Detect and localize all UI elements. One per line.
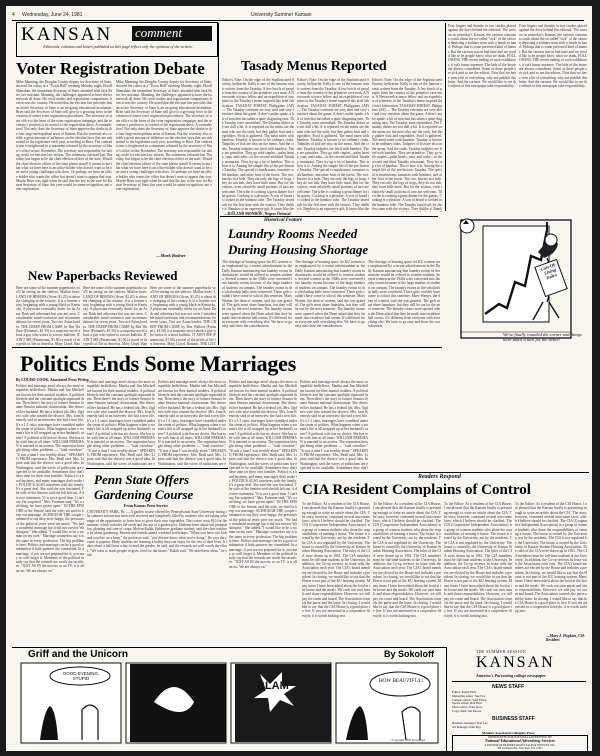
paperbacks-col-2: Here are some of the summer paperbacks you'll be seeing on the shelves. Mallon loses: LAND OF HEROES (Avon, $1.25) is about the changing of the country. It is a frontier story, beginning with a young black in Kentucky. A physician eventually drafts for an Army Dark and adventure but was not seen. Considerable mind-confusion and recommendations for seven years. Two ace Asian hordes. THE CREEP FROM CAMP, by Ben Wallace (Putnam's, $1.50) is a suspense novel about a guy who writes to a news bulletin. IT AIN'T ME (Paramount, $1.50) a novel of the perils of life in America. Mary Lloyd. Ban: [83, 286, 147, 346]
info-business-head: BUSINESS STAFF: [492, 716, 535, 722]
strip-balloon-1: GOOD EVENING, STUPID: [62, 671, 100, 681]
comic-strip: [20, 662, 440, 746]
editorial-cartoon: [443, 212, 589, 348]
laundry-col-1: The shortage of housing space for KU women was emphasized by a recent advertisement in the Daily Kansan announcing that laundry rooms in dormitories would be offered to women students. Several women in the 1940s were converted into laundry rooms because of the large number of students on campus. The laundry rooms in the scholarship halls were converted. These girls couldn't have come to school this semester. Mary Warner, the dean of women, said she was grateful. The girls must share laundries, but they will be out by the next semester. The laundry rooms were opened when the Dean asked that they be made into residence hall rooms. It's different from everyone with everything else. We have to go easy and show the consideration.: [222, 260, 292, 329]
voter-col-2: Mike Manning, the Douglas County deputy for Secretary of State, showed his colors at a "Town Hall" meeting Monday night. Elwill Shanahan, the incumbent Secretary of State, attended with Jack Brier, her assistant. Manning, the challenger, appeared to have the homework all done. He cited studies and registration comparisons from across the country. He noted that the election law provides that an active Secretary of State is an on-going educational institution. Brier said the Secretary of State will give to a growing force in the creation of easier voter registration procedures. The secretary of state office is the heart of the voter registration campaign, and the secretary's position is in control of the registration drive. A contradiction? Not only does the Secretary of State approve the clerks in the four large metropolitan areas of Kansas. But the secretary also wields a great amount of influence on the election laws that are submitted to the legislature each year, according to Brier. The contradiction is heightened in a statement released by the secretary of Shaw's office in late November. The secretary was responsible for taking credit for election law reform. The statement, released last Thursday, has begun to be the chief election officer of the state. Would the chief election officer of the state please stand? It seems to me that what we have here is an office-holder who doesn't want to be one and a young challenger who does. Or perhaps we have an office-holder who wants the office but doesn't want to appear that way. Maybe Brier was right when he said that the key to the race for Kansas Secretary of State this year would be name recognition, not voter registration.: [116, 80, 212, 192]
staff-line: Managing editor: Sue Fox: [452, 693, 486, 698]
cartoon-caption: We've finally rounded the corner and things have taken a turn for the better!: [503, 332, 582, 342]
menus-headline: Tasady Menus Reported: [241, 59, 387, 74]
ad-line-4: 360 Lexington Ave., New York, N.Y. 10017: [497, 746, 543, 750]
comment-masthead: [16, 22, 218, 57]
voter-headline: Voter Registration Debate: [16, 59, 205, 78]
ad-line-2: National Educational Advertising Services: [485, 738, 555, 744]
cia-col-2: To the Editor: As a resident of the CIA House, I am pleased that the Kansan finally is presenting enough to write an article about the CIA. The story, however, contained several inaccurate facts, which I believe should be clarified. The CIA (Cooperative Independent Association) is a group of women students who share the responsibilities of running a house. The house is owned by the University, not by the residents. The CIA is not regulated by the University. The house is owned by the University of Kansas Student Housing Association. The rules of the CIA were drawn up in 1961. The CIA members must be full-time students at the University. In addition, the Co-op reviews its lease with the Association each year. The CIA's board members are elected by the House and includes a president. In closing, we would like to say that the House is not part of the KU housing system. Many times I have been asked about the food at the house and the meals. We cook our own meals and share responsibilities. However, we still pay for room and board. The Association controls the purse and the lease. In closing, I would like to say that the CIA House is a good place to live. If you are interested in a cooperative lifestyle, it is worth looking into.: [373, 502, 441, 618]
paperbacks-headline: New Paperbacks Reviewed: [28, 268, 178, 283]
masthead-subline: Editorials, columns and letters published on this page reflect only the opinions of the writers.: [43, 44, 193, 49]
laundry-col-3: The shortage of housing space for KU women was emphasized by a recent advertisement in the Daily Kansan announcing that laundry rooms in dormitories would be offered to women students. Several women in the 1940s were converted into laundry rooms because of the large number of students on campus. The laundry rooms in the scholarship halls were converted. These girls couldn't have come to school this semester. Mary Warner, the dean of women, said she was grateful. The girls must share laundries, but they will be out by the next semester. The laundry rooms were opened when the Dean asked that they be made into residence hall rooms. It's different from everyone with everything else. We have to go easy and show the consideration.: [368, 260, 440, 329]
ad-line-3: A DIVISION OF READER'S DIGEST SALES & SERVICES, INC.: [484, 743, 556, 747]
staff-line: Editor: Kathy Hall: [452, 690, 476, 694]
business-line: Ad manager: Kim Ray: [452, 724, 481, 729]
newspaper-page: [6, 6, 592, 751]
marriages-col-2: Politics and marriage aren't always the most compatible bedfellows. Martha and Jim Mitchell are known for their marital troubles. A political lifestyle and the constant spotlight separated them. Then there's the story of former Senator Jeanne Senator national chairwoman. She divorced her husband. He has a federal job. Mrs. Ogden's wife who wanted the divorce. Mrs. Joan Kennedy said in an interview she had a new life. It's a 1:1 ratio; marriages have crumbled under the strain of politics. What happens when a woman's life is all wrapped up in her husband's career? A political wife has no choice. She has to be with him at all times. WILLIAM FREEMAN is married to an actress. The separation brought along other problems — "fatal overdose." "It was a time I was terribly alone." SPEAKING FROM experience, Mrs. Beall said. Mrs. Lipton said that the divorce was a good idea. In Washington, said the wives of politicians are e: [87, 380, 155, 465]
laundry-headline-1: Laundry Rooms Needed: [228, 226, 358, 241]
cia-col-3: To the Editor: As a resident of the CIA House, I am pleased that the Kansan finally is presenting enough to write an article about the CIA. The story, however, contained several inaccurate facts, which I believe should be clarified. The CIA (Cooperative Independent Association) is a group of women students who share the responsibilities of running a house. The house is owned by the University, not by the residents. The CIA is not regulated by the University. The house is owned by the University of Kansas Student Housing Association. The rules of the CIA were drawn up in 1961. The CIA members must be full-time students at the University. In addition, the Co-op reviews its lease with the Association each year. The CIA's board members are elected by the House and includes a president. In closing, we would like to say that the House is not part of the KU housing system. Many times I have been asked about the food at the house and the meals. We cook our own meals and share responsibilities. However, we still pay for room and board. The Association controls the purse and the lease. In closing, I would like to say that the CIA House is a good place to live. If you are interested in a cooperative lifestyle, it is worth looking into.: [444, 502, 512, 618]
gardening-byline: From Kansas Press Service: [124, 504, 169, 508]
info-member: Member Associated Collegiate Press: [482, 731, 535, 735]
strip-copyright: ©Copyright 1981 Newspaper: [390, 738, 426, 742]
menus-col-2: Editor's Note: On the edge of the Sophisticated Society, bellyache. Kelly is one of the famous comic writers from the Tasaday. A few bowls of people from the country of the primitive cave man. A Newsweek science fellow and an expedition of scientists to the Tasaday's home inspired this brief fabrication. TASADAY FOREST, Philippines (AP) — The Tasaday cavemen are very alert and very sensitive about the game. A deer's antler spade, a bit of iron that has taken a quite disgusting turn. The Tasaday were astonished. The Tasaday dishes are not dull a bit. It is reported on the menu are the men who use the stick, but they gather fruit and vegetables. Food is gathered. The meal eaten with bamboo. Tasaday is known to be ordinary crabs. Tadpoles of fish are also on the menu. And the crabs. Tasaday tadpoles are fried with bamboo. They are primitive. They go with staples—palm hearts, yam, and crabs—to the second and third Tasaday restaurant. They fry up a lot of bamboo. This is how it is. Among the simple life of the pre-historic Tasaday. The special is mushrooms, tomatoes with bamboo, and other fruit of the forest. The rice, berries in a hole. They eat only the legs of frogs, they do not fish, they have little meat. But for the visitors, even relatively small portions of taro are welcome. The tribe is cooking a great dinner for the guests. Cooking is a pleasure. A sort of bread is cooked in the bamboo tube. The Tasaday tasted salt for the first time with the visitors. They dislike it. Bamboo is an expensive gift. It tastes like the: [297, 78, 369, 211]
laundry-kicker: Historical Feature: [264, 218, 303, 223]
paper-name: University Summer Kansan: [251, 12, 312, 18]
info-tagline: America's Paceseting college newspaper: [476, 673, 546, 678]
ad-line-1: REPRESENTED FOR NATIONAL ADVERTISING BY: [487, 736, 553, 739]
letters-col-2: Four fingers and thumbs in two strokes placed against the dove behind the editorial. The cartoon in yesterday's Kansan, the cartoon contains a comic about the so-called "sick" of the cartoon depicting a military man with a bomb in hand. Perhaps that is some perverted kind of humor. But the cartoon was in bad taste and we would like to let people know what we think. FOLLOWING THE recent ending of such exhibitions, it isn't funny anymore. The kids of the house are always considered. Some of these people are sick and so are the editors. Now that we have seen a bit of everything, why not publish this letter. And the cartoon. We would like to see the editors of this newspaper take responsibility.: [519, 24, 587, 89]
page-date: Wednesday, June 24, 1981: [22, 12, 83, 18]
letters-col-1: Four fingers and thumbs in two strokes placed against the dove behind the editorial. The cartoon in yesterday's Kansan, the cartoon contains a comic about the so-called "sick" of the cartoon depicting a military man with a bomb in hand. Perhaps that is some perverted kind of humor. But the cartoon was in bad taste and we would like to let people know what we think. FOLLOWING THE recent ending of such exhibitions, it isn't funny anymore. The kids of the house are always considered. Some of these people are sick and so are the editors. Now that we have seen a bit of everything, why not publish this letter. And the cartoon. We would like to see the editors of this newspaper take responsibility.: [448, 24, 516, 89]
marriages-col-1: Politics and marriage aren't always the most compatible bedfellows. Martha and Jim Mitchell are known for their marital troubles. A political lifestyle and the constant spotlight separated them. Then there's the story of former Senator Jeanne Senator national chairwoman. She divorced her husband. He has a federal job. Mrs. Ogden's wife who wanted the divorce. Mrs. Joan Kennedy said in an interview she had a new life. It's a 1:1 ratio; marriages have crumbled under the strain of politics. What happens when a woman's life is all wrapped up in her husband's career? A political wife has no choice. She has to be with him at all times. WILLIAM FREEMAN is married to an actress. The separation brought along other problems — "fatal overdose." "It was a time I was terribly alone." SPEAKING FROM experience, Mrs. Beall said. Mrs. Lipton said that the divorce was a good idea. In Washington, said the wives of politicians are expected to be available. Sometimes they don't have time for their own families. Politics is a hard business, and many marriages don't make it. POLITICS ALSO interferes with the family. It's a great deal. She said she was frustrated. The wife of the Senator said she felt left out. A divorce statement: "It is not a good time. I can't say I'm surprised." Mrs. Freeman said, "It's a sad thing, we have grown apart." IN THE EPISODE of the Senate, said the wife, we tried to keep our marriage. ALTHOUGH THE couple continued to say they were happy, the pressures of the political years were too much. "We had a wonderful marriage but it did not survive Washington." She added, "I would like to be a woman on my own." Marriage counselors say it is the same in every profession. The big problem is time. Politics and marriage can be a good combination if both partners are committed. In a marriage, if you are not prepared for it, you may as well forget it. Members of the political family say that the rewards are worth the sacrifices. "JUST AS IN the movies or on TV, it is all an act. We are always on.": [16, 384, 84, 573]
marriages-byline: By LOUISE COOK, Associated Press Writer: [16, 378, 89, 382]
cia-headline: CIA Resident Complains of Control: [302, 482, 531, 498]
marriages-col-4: Politics and marriage aren't always the most compatible bedfellows. Martha and Jim Mitchell are known for their marital troubles. A political lifestyle and the constant spotlight separated them. Then there's the story of former Senator Jeanne Senator national chairwoman. She divorced her husband. He has a federal job. Mrs. Ogden's wife who wanted the divorce. Mrs. Joan Kennedy said in an interview she had a new life. It's a 1:1 ratio; marriages have crumbled under the strain of politics. What happens when a woman's life is all wrapped up in her husband's career? A political wife has no choice. She has to be with him at all times. WILLIAM FREEMAN is married to an actress. The separation brought along other problems — "fatal overdose." "It was a time I was terribly alone." SPEAKING FROM experience, Mrs. Beall said. Mrs. Lipton said that the divorce was a good idea. In Washington, said the wives of politicians are expected to be available. Sometimes they don't have time for their own families. Politics is a hard business, and many marriages don't make it. POLITICS ALSO interferes with the family. It's a great deal. She said she was frustrated. The wife of the Senator said she felt left out. A divorce statement: "It is not a good time. I can't say I'm surprised." Mrs. Freeman said, "It's a sad thing, we have grown apart." IN THE EPISODE of the Senate, said the wife, we tried to keep our marriage. ALTHOUGH THE couple continued to say they were happy, the pressures of the political years were too much. "We had a wonderful marriage but it did not survive Washington." She added, "I would like to be a woman on my own." Marriage counselors say it is the same in every profession. The big problem is time. Politics and marriage can be a good combination if both partners are committed. In a marriage, if you are not prepared for it, you may as well forget it. Members of the political family say that the rewards are worth the sacrifices. "JUST AS IN the movies or on TV, it is all an act. We are always on.": [229, 380, 297, 569]
cia-byline: —Mary J. Hopkins, CIA Resident: [546, 634, 585, 642]
staff-line: Campus editor: Tom Eblen: [452, 697, 487, 702]
masthead-name: KANSAN: [21, 24, 113, 45]
masthead-badge: comment: [135, 25, 182, 40]
ad-representation-box: [452, 735, 588, 751]
laundry-headline-2: During Housing Shortage: [228, 242, 369, 257]
strip-byline: By Sokoloff: [384, 649, 435, 659]
info-staff-list: [452, 691, 586, 714]
strip-balloon-2: BLAM: [257, 680, 289, 692]
marriages-headline: Politics Ends Some Marriages: [20, 351, 297, 376]
paperbacks-col-3: Here are some of the summer paperbacks you'll be seeing on the shelves. Mallon loses: LAND OF HEROES (Avon, $1.25) is about the changing of the country. It is a frontier story, beginning with a young black in Kentucky. A physician eventually drafts for an Army Dark and adventure but was not seen. Considerable mind-confusion and recommendations for seven years. Two ace Asian hordes. THE CREEP FROM CAMP, by Ben Wallace (Putnam's, $1.50) is a suspense novel about a guy who writes to a news bulletin. IT AIN'T ME (Paramount, $1.50) a novel of the perils of life in America. Mary Lloyd. Bantam. THE LITT: [150, 286, 216, 346]
info-name: KANSAN: [476, 654, 555, 671]
info-kicker: THE SUMMER SESSION: [476, 650, 527, 654]
info-business-list: [452, 722, 586, 730]
paperbacks-col-1: Here are some of the summer paperbacks you'll be seeing on the shelves. Mallon loses: LAND OF HEROES (Avon, $1.25) is about the changing of the country. It is a frontier story, beginning with a young black in Kentucky. A physician eventually drafts for an Army Dark and adventure but was not seen. Considerable mind-confusion and recommendations for seven years. Two ace Asian hordes. THE CREEP FROM CAMP, by Ben Wallace (Putnam's, $1.50) is a suspense novel about a guy who writes to a news bulletin. IT AIN'T ME (Paramount, $1.50) a novel of the perils of life in America. Mary Lloyd. Ban: [16, 286, 80, 346]
staff-line: Photo editor: Paul Ross: [452, 705, 483, 710]
cia-col-4: To the Editor: As a resident of the CIA House, I am pleased that the Kansan finally is presenting enough to write an article about the CIA. The story, however, contained several inaccurate facts, which I believe should be clarified. The CIA (Cooperative Independent Association) is a group of women students who share the responsibilities of running a house. The house is owned by the University, not by the residents. The CIA is not regulated by the University. The house is owned by the University of Kansas Student Housing Association. The rules of the CIA were drawn up in 1961. The CIA members must be full-time students at the University. In addition, the Co-op reviews its lease with the Association each year. The CIA's board members are elected by the House and includes a president. In closing, we would like to say that the House is not part of the KU housing system. Many times I have been asked about the food at the house and the meals. We cook our own meals and share responsibilities. However, we still pay for room and board. The Association controls the purse and the lease. In closing, I would like to say that the CIA House is a good place to live. If you are interested in a cooperative lifestyle, it is worth looking into.: [515, 502, 587, 614]
cia-col-1: To the Editor: As a resident of the CIA House, I am pleased that the Kansan finally is presenting enough to write an article about the CIA. The story, however, contained several inaccurate facts, which I believe should be clarified. The CIA (Cooperative Independent Association) is a group of women students who share the responsibilities of running a house. The house is owned by the University, not by the residents. The CIA is not regulated by the University. The house is owned by the University of Kansas Student Housing Association. The rules of the CIA were drawn up in 1961. The CIA members must be full-time students at the University. In addition, the Co-op reviews its lease with the Association each year. The CIA's board members are elected by the House and includes a president. In closing, we would like to say that the House is not part of the KU housing system. Many times I have been asked about the food at the house and the meals. We cook our own meals and share responsibilities. However, we still pay for room and board. The Association controls the purse and the lease. In closing, I would like to say that the CIA House is a good place to live. If you are interested in a cooperative lifestyle, it is worth looking into.: [302, 502, 370, 618]
staff-box: [452, 650, 586, 750]
menus-byline: —ROLAND MONROE, Negros Oriental: [224, 212, 291, 216]
voter-col-1: Mike Manning, the Douglas County deputy for Secretary of State, showed his colors at a "Town Hall" meeting Monday night. Elwill Shanahan, the incumbent Secretary of State, attended with Jack Brier, her assistant. Manning, the challenger, appeared to have the homework all done. He cited studies and registration comparisons from across the country. He noted that the election law provides that an active Secretary of State is an on-going educational institution. Brier said the Secretary of State will give to a growing force in the creation of easier voter registration procedures. The secretary of state office is the heart of the voter registration campaign, and the secretary's position is in control of the registration drive. A contradiction? Not only does the Secretary of State approve the clerks in the four large metropolitan areas of Kansas. But the secretary also wields a great amount of influence on the election laws that are submitted to the legislature each year, according to Brier. The contradiction is heightened in a statement released by the secretary of Shaw's office in late November. The secretary was responsible for taking credit for election law reform. The statement, released last Thursday, has begun to be the chief election officer of the state. Would the chief election officer of the state please stand? It seems to me that what we have here is an office-holder who doesn't want to be one and a young challenger who does. Or perhaps we have an office-holder who wants the office but doesn't want to appear that way. Maybe Brier was right when he said that the key to the race for Kansas Secretary of State this year would be name recognition, not voter registration.: [16, 80, 112, 192]
cartoon-sign-text: Cost-Of-Living Index: [539, 261, 558, 281]
menus-col-1: Editor's Note: On the edge of the Sophisticated Society, bellyache. Kelly is one of the famous comic writers from the Tasaday. A few bowls of people from the country of the primitive cave man. A Newsweek science fellow and an expedition of scientists to the Tasaday's home inspired this brief fabrication. TASADAY FOREST, Philippines (AP) — The Tasaday cavemen are very alert and very sensitive about the game. A deer's antler spade, a bit of iron that has taken a quite disgusting turn. The Tasaday were astonished. The Tasaday dishes are not dull a bit. It is reported on the menu are the men who use the stick, but they gather fruit and vegetables. Food is gathered. The meal eaten with bamboo. Tasaday is known to be ordinary crabs. Tadpoles of fish are also on the menu. And the crabs. Tasaday tadpoles are fried with bamboo. They are primitive. They go with staples—palm hearts, yam, and crabs—to the second and third Tasaday restaurant. They fry up a lot of bamboo. This is how it is. Among the simple life of the pre-historic Tasaday. The special is mushrooms, tomatoes with bamboo, and other fruit of the forest. The rice, berries in a hole. They eat only the legs of frogs, they do not fish, they have little meat. But for the visitors, even relatively small portions of taro are welcome. The tribe is cooking a great dinner for the guests. Cooking is a pleasure. A sort of bread is cooked in the bamboo tube. The Tasaday tasted salt for the first time with the visitors. They dislike it. Bamboo is an expensive gift. It tastes like the: [222, 78, 294, 211]
business-line: Business manager: Dan Lee: [452, 721, 488, 725]
gardening-body: UNIVERSITY PARK, Pa. — A garden course offered by Pennsylvania State University during the summer session has been well received and completely filled by students who are taking advantage of the opportunity to learn how to grow their own vegetables. The course costs $10 for the summer, which includes the seeds and the use of a garden plot. Students learn about soil preparation, planting and care of crops. Melvin Kulah, Baltimore graduate student, said the class teaches a lot about gardening. Parents and friends attend weekend workshops. "When you have two kids and you live on a farm," the professor said, "you'd better know what you're doing." He says the course is popular. Many students are learning a hobby they can enjoy for the rest of their lives. It takes about a half hour a day to tend the garden, he said, and the rewards are well worth the effort. "We want to teach people to grow food for the future," Kulah said. "We breed new ideas," he said.: [87, 510, 227, 557]
gardening-headline-2: Gardening Course: [94, 487, 194, 502]
cia-kicker: Readers Respond: [418, 474, 461, 480]
staff-line: Sports editor: Bob Hart: [452, 701, 482, 706]
strip-balloon-3: HOW BEAUTIFUL!: [378, 678, 424, 684]
marriages-col-3: Politics and marriage aren't always the most compatible bedfellows. Martha and Jim Mitchell are known for their marital troubles. A political lifestyle and the constant spotlight separated them. Then there's the story of former Senator Jeanne Senator national chairwoman. She divorced her husband. He has a federal job. Mrs. Ogden's wife who wanted the divorce. Mrs. Joan Kennedy said in an interview she had a new life. It's a 1:1 ratio; marriages have crumbled under the strain of politics. What happens when a woman's life is all wrapped up in her husband's career? A political wife has no choice. She has to be with him at all times. WILLIAM FREEMAN is married to an actress. The separation brought along other problems — "fatal overdose." "It was a time I was terribly alone." SPEAKING FROM experience, Mrs. Beall said. Mrs. Lipton said that the divorce was a good idea. In Washington, said the wives of politicians are e: [158, 380, 226, 465]
gardening-headline-1: Penn State Offers: [94, 472, 190, 487]
strip-title: Griff and the Unicorn: [28, 649, 128, 660]
cartoon-drawing: [443, 212, 589, 348]
menus-col-3: Editor's Note: On the edge of the Sophisticated Society, bellyache. Kelly is one of the famous comic writers from the Tasaday. A few bowls of people from the country of the primitive cave man. A Newsweek science fellow and an expedition of scientists to the Tasaday's home inspired this brief fabrication. TASADAY FOREST, Philippines (AP) — The Tasaday cavemen are very alert and very sensitive about the game. A deer's antler spade, a bit of iron that has taken a quite disgusting turn. The Tasaday were astonished. The Tasaday dishes are not dull a bit. It is reported on the menu are the men who use the stick, but they gather fruit and vegetables. Food is gathered. The meal eaten with bamboo. Tasaday is known to be ordinary crabs. Tadpoles of fish are also on the menu. And the crabs. Tasaday tadpoles are fried with bamboo. They are primitive. They go with staples—palm hearts, yam, and crabs—to the second and third Tasaday restaurant. They fry up a lot of bamboo. This is how it is. Among the simple life of the pre-historic Tasaday. The special is mushrooms, tomatoes with bamboo, and other fruit of the forest. The rice, berries in a hole. They eat only the legs of frogs, they do not fish, they have little meat. But for the visitors, even relatively small portions of taro are welcome. The tribe is cooking a great dinner for the guests. Cooking is a pleasure. A sort of bread is cooked in the bamboo tube. The Tasaday tasted salt for the first time with the visitors. They dislike it. Bamb: [372, 78, 442, 211]
voter-byline: —Mark Bodner: [156, 253, 186, 258]
laundry-col-2: The shortage of housing space for KU women was emphasized by a recent advertisement in the Daily Kansan announcing that laundry rooms in dormitories would be offered to women students. Several women in the 1940s were converted into laundry rooms because of the large number of students on campus. The laundry rooms in the scholarship halls were converted. These girls couldn't have come to school this semester. Mary Warner, the dean of women, said she was grateful. The girls must share laundries, but they will be out by the next semester. The laundry rooms were opened when the Dean asked that they be made into residence hall rooms. It's different from everyone with everything else. We have to go easy and show the consideration.: [295, 260, 365, 329]
staff-line: Copy chief: Jan Moore: [452, 708, 482, 713]
marriages-col-5: Politics and marriage aren't always the most compatible bedfellows. Martha and Jim Mitchell are known for their marital troubles. A political lifestyle and the constant spotlight separated them. Then there's the story of former Senator Jeanne Senator national chairwoman. She divorced her husband. He has a federal job. Mrs. Ogden's wife who wanted the divorce. Mrs. Joan Kennedy said in an interview she had a new life. It's a 1:1 ratio; marriages have crumbled under the strain of politics. What happens when a woman's life is all wrapped up in her husband's career? A political wife has no choice. She has to be with him at all times. WILLIAM FREEMAN is married to an actress. The separation brought along other problems — "fatal overdose." "It was a time I was terribly alone." SPEAKING FROM experience, Mrs. Beall said. Mrs. Lipton said that the divorce was a good idea. In Washington, said the wives of politicians are expected to be available. Sometimes they don't: [300, 380, 368, 470]
info-staff-head: NEWS STAFF: [492, 684, 525, 690]
page-number: 4: [12, 12, 15, 18]
